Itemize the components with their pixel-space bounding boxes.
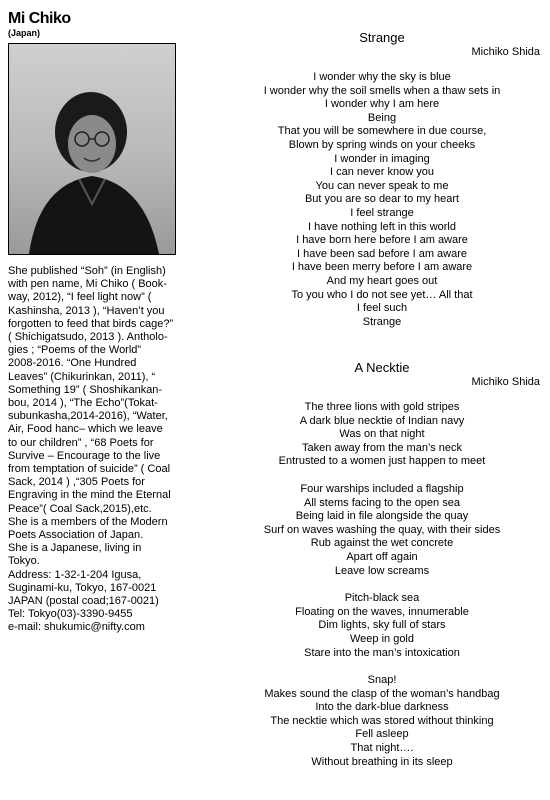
bio-line: Peace”( Coal Sack,2015),etc. (8, 502, 152, 515)
poem-line: I can never know you (330, 166, 434, 179)
poem-line: Being laid in file alongside the quay (295, 510, 469, 523)
poem-line: Fell asleep (355, 728, 409, 741)
poem-line: But you are so dear to my heart (304, 193, 460, 206)
bio-line: Engraving in the mind the Eternal (8, 489, 171, 502)
bio-line: She is a Japanese, living in (8, 542, 142, 555)
bio-line: to our children” , “68 Poets for (8, 436, 154, 449)
poem-strange (232, 30, 540, 329)
bio-line: Survive – Encourage to the live (8, 449, 161, 462)
poem-line: Apart off again (346, 550, 418, 563)
poem-line: Blown by spring winds on your cheeks (288, 138, 476, 151)
bio-line: Something 19” ( Shoshikankan- (8, 383, 163, 396)
author-country: (Japan) (8, 28, 41, 38)
poem-line: Rub against the wet concrete (310, 537, 454, 550)
bio-line: ( Shichigatsudo, 2013 ). Antholo- (8, 331, 168, 344)
bio-line: forgotten to feed that birds cage?” (8, 317, 174, 330)
poem-line: All stems facing to the open sea (304, 496, 460, 509)
poem-line: A dark blue necktie of Indian navy (299, 414, 465, 427)
poem-line: Entrusted to a women just happen to meet (278, 455, 486, 468)
poem-line: Pitch-black sea (344, 592, 420, 605)
bio-line: She is a members of the Modern (8, 515, 168, 528)
portrait-image (9, 44, 175, 254)
bio-line: Suginami-ku, Tokyo, 167-0021 (8, 581, 157, 594)
bio-line: She published “Soh” (in English) (8, 265, 166, 277)
bio-line: gies ; “Poems of the World” (8, 344, 142, 357)
poem-line: I have nothing left in this world (308, 220, 456, 233)
poem-line: I have been sad before I am aware (297, 247, 467, 260)
poem-line: I have born here before I am aware (296, 234, 468, 247)
bio-line: from temptation of suicide” ( Coal (8, 463, 171, 476)
stanza (232, 401, 532, 469)
poem-line: That you will be somewhere in due course, (277, 125, 487, 138)
poem-line: Strange (362, 315, 402, 328)
poem-line: That night…. (350, 742, 414, 755)
poem-line: Was on that night (339, 428, 425, 441)
poem-line: To you who I do not see yet… All that (291, 288, 473, 301)
poem-line: Surf on waves washing the quay, with their sides (263, 523, 501, 536)
bio-line: Tokyo. (8, 555, 40, 568)
poem-line: Stare into the man’s intoxication (304, 646, 460, 659)
poem-line: The three lions with gold stripes (304, 401, 460, 413)
poem-line: The necktie which was stored without thinking (270, 714, 494, 727)
poem-line: I feel such (356, 302, 408, 315)
poem-body (232, 71, 532, 329)
poem-line: You can never speak to me (315, 179, 449, 192)
author-column (8, 0, 180, 635)
poem-title: Strange (359, 30, 405, 45)
stanza-gap (232, 469, 532, 483)
poem-author: Michiko Shida (471, 46, 540, 58)
poem-title: A Necktie (354, 360, 410, 375)
poem-line: Snap! (367, 674, 397, 687)
bio-line: Sack, 2014 ) ,“305 Poets for (8, 476, 145, 489)
poem-line: I wonder why the soil smells when a thaw sets in (263, 84, 501, 97)
poem-line: Weep in gold (349, 632, 414, 645)
poem-author: Michiko Shida (471, 376, 540, 388)
bio-line: Air, Food hanc– which we leave (8, 423, 163, 436)
bio-line: Poets Association of Japan. (8, 529, 144, 542)
author-bio (8, 265, 180, 635)
poem-line: Without breathing in its sleep (311, 755, 453, 768)
bio-line: 2008-2016. “One Hundred (8, 357, 137, 370)
bio-line: subunkasha,2014-2016), “Water, (8, 410, 168, 423)
bio-line: Address: 1-32-1-204 Igusa, (8, 568, 142, 581)
poem-line: Into the dark-blue darkness (315, 701, 449, 714)
poem-line: Makes sound the clasp of the woman’s handbag (264, 687, 500, 700)
bio-line: way, 2012), “I feel light now” ( (8, 291, 152, 304)
bio-line: Tel: Tokyo(03)-3390-9455 (8, 608, 133, 621)
bio-line: Leaves” (Chikurinkan, 2011), “ (8, 370, 156, 383)
poem-line: I have been merry before I am aware (291, 261, 473, 274)
poem-line: Dim lights, sky full of stars (318, 619, 446, 632)
poem-line: I wonder in imaging (334, 152, 430, 165)
poem-line: Floating on the waves, innumerable (295, 605, 469, 618)
author-photo (8, 43, 176, 255)
poem-line: Four warships included a flagship (300, 482, 464, 495)
poem-body (232, 401, 532, 769)
poem-line: Being (367, 111, 397, 124)
poem-line: I wonder why I am here (324, 98, 440, 111)
stanza-gap (232, 660, 532, 674)
poem-line: I feel strange (350, 206, 414, 219)
poem-necktie (232, 360, 540, 769)
poem-line: Leave low screams (334, 564, 430, 577)
poem-line: And my heart goes out (326, 274, 438, 287)
bio-line: Kashinsha, 2013 ), “Haven’t you (8, 304, 165, 317)
stanza (232, 592, 532, 660)
bio-line: bou, 2014 ), “The Echo”(Tokat- (8, 397, 158, 410)
bio-line: JAPAN (postal coad;167-0021) (8, 595, 159, 608)
poem-line: Taken away from the man’s neck (302, 441, 462, 454)
author-name: Mi Chiko (8, 10, 71, 27)
bio-line: with pen name, Mi Chiko ( Book- (8, 278, 167, 291)
bio-line: e-mail: shukumic@nifty.com (8, 621, 145, 634)
stanza-gap (232, 578, 532, 592)
stanza (232, 483, 532, 578)
poem-line: I wonder why the sky is blue (313, 71, 451, 83)
stanza (232, 674, 532, 769)
